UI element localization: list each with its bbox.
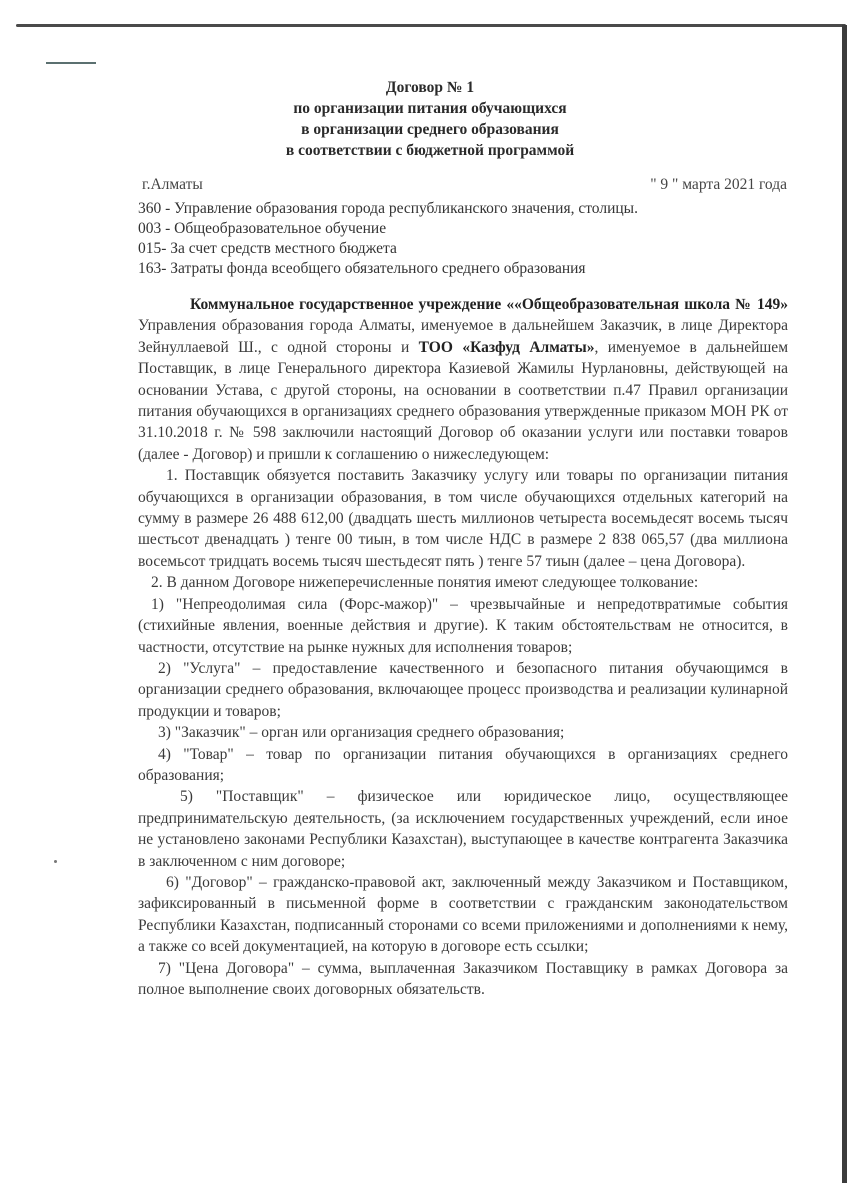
scan-speck (54, 860, 57, 863)
definition-contract: 6) "Договор" – гражданско-правовой акт, заключенный между Заказчиком и Поставщиком, зафиксированный в письменной форме в соответствии с гражданским законодательством Республики Казахстан, подписанный сторонами со всеми приложениями и дополнениями к нему, а также со всей документацией, на которую в договоре есть ссылки; (138, 873, 788, 956)
title-line-1: Договор № 1 (385, 79, 475, 96)
scan-border-right (842, 25, 847, 1183)
preamble-paragraph (138, 294, 788, 465)
supplier-details: , именуемое в дальнейшем Поставщик, в лице Генерального директора Казиевой Жамилы Нурлановны, действующей на основании Устава, с другой стороны, на основании в соответствии п.47 Правил организации питания обучающихся в организациях среднего образования утвержденные приказом МОН РК от 31.10.2018 г. № 598 заключили настоящий Договор об оказании услуги или поставки товаров (далее - Договор) и пришли к соглашению о нижеследующем: (138, 338, 788, 463)
clause-2-intro: 2. В данном Договоре нижеперечисленные понятия имеют следующее толкование: (151, 574, 699, 592)
title-line-2: по организации питания обучающихся (293, 100, 567, 117)
definition-contract-price: 7) "Цена Договора" – сумма, выплаченная Заказчиком Поставщику в рамках Договора за полное выполнение своих договорных обязательств. (138, 959, 788, 998)
pen-mark (46, 62, 96, 64)
title-line-3: в организации среднего образования (301, 121, 559, 138)
definition-force-majeure: 1) "Непреодолимая сила (Форс-мажор)" – чрезвычайные и непредотвратимые события (стихийные явления, военные действия и другие). К таким обстоятельствам не относится, в частности, отсутствие на рынке нужных для исполнения товаров; (138, 595, 788, 656)
title-line-4: в соответствии с бюджетной программой (285, 142, 575, 159)
budget-codes (138, 199, 788, 279)
scan-border-top (16, 24, 846, 27)
clause-1: 1. Поставщик обязуется поставить Заказчику услугу или товары по организации питания обучающихся в организации образования, в том числе обучающихся отдельных категорий на сумму в размере 26 488 612,00 (двадцать шесть миллионов четыреста восемьдесят восемь тысяч шестьсот двенадцать ) тенге 00 тиын, в том числе НДС в размере 2 838 065,57 (два миллиона восемьсот тридцать восемь тысяч шестьдесят пять ) тенге 57 тиын (далее – цена Договора). (138, 467, 788, 570)
contract-body (138, 294, 788, 1000)
contract-date: " 9 " марта 2021 года (650, 176, 787, 193)
customer-details: Управления образования города Алматы, именуемое в дальнейшем Заказчик, в лице Директора Зейнуллаевой Ш., с одной стороны и (138, 317, 788, 356)
city-date-row (142, 176, 787, 194)
budget-code-line: 360 - Управление образования города республиканского значения, столицы. (138, 200, 638, 217)
budget-code-line: 003 - Общеобразовательное обучение (138, 220, 387, 237)
definition-service: 2) "Услуга" – предоставление качественного и безопасного питания обучающимся в организации среднего образования, включающее процесс производства и реализации кулинарной продукции и товаров; (138, 659, 788, 720)
supplier-name: ТОО «Казфуд Алматы» (418, 338, 595, 356)
city: г.Алматы (142, 176, 203, 193)
definition-goods: 4) "Товар" – товар по организации питания обучающихся в организациях среднего образования; (138, 745, 788, 784)
customer-name: Коммунальное государственное учреждение ««Общеобразовательная школа № 149» (190, 296, 788, 313)
budget-code-line: 163- Затраты фонда всеобщего обязательного среднего образования (138, 260, 586, 277)
definition-supplier: 5) "Поставщик" – физическое или юридическое лицо, осуществляющее предпринимательскую деятельность, (за исключением государственных учреждений, если иное не установлено законами Республики Казахстан), выступающее в качестве контрагента Заказчика в заключенном с ним договоре; (138, 788, 788, 870)
contract-title (130, 77, 730, 161)
budget-code-line: 015- За счет средств местного бюджета (138, 240, 397, 257)
definition-customer: 3) "Заказчик" – орган или организация среднего образования; (158, 724, 565, 742)
